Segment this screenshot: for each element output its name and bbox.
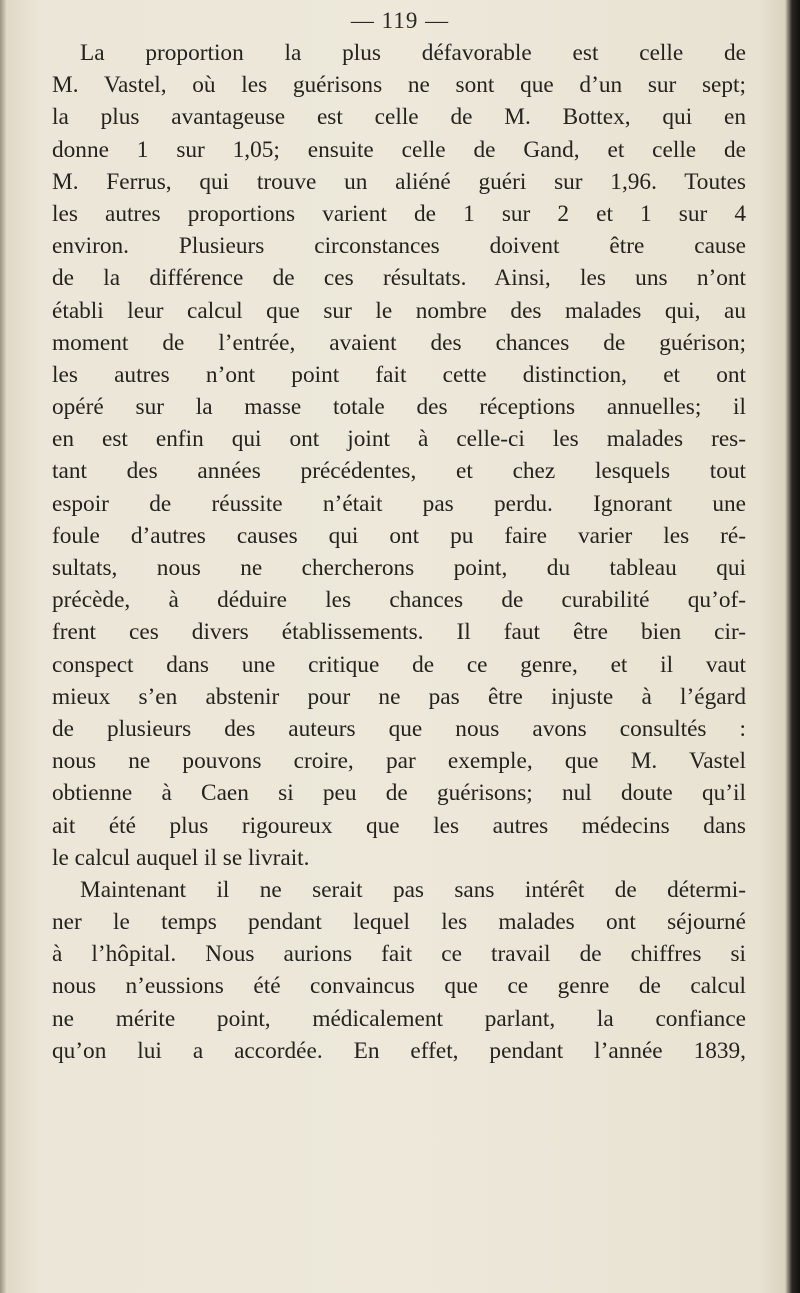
page-number-header: — 119 — — [350, 8, 450, 33]
text-line: établi leur calcul que sur le nombre des malades qui, au — [52, 297, 746, 324]
text-line: qu’on lui a accordée. En effet, pendant l’année 1839, — [52, 1037, 746, 1064]
text-line: à l’hôpital. Nous aurions fait ce travail de chiffres si — [52, 941, 746, 968]
text-line: frent ces divers établissements. Il faut être bien cir- — [52, 619, 746, 646]
text-line: le calcul auquel il se livrait. — [52, 844, 310, 871]
text-line: espoir de réussite n’était pas perdu. Ignorant une — [52, 490, 746, 517]
text-line: ner le temps pendant lequel les malades ont séjourné — [52, 909, 746, 936]
text-line: M. Vastel, où les guérisons ne sont que d’un sur sept; — [52, 72, 746, 99]
text-line: foule d’autres causes qui ont pu faire varier les ré- — [52, 522, 746, 549]
text-line: M. Ferrus, qui trouve un aliéné guéri sur 1,96. Toutes — [52, 168, 746, 195]
text-line: environ. Plusieurs circonstances doivent être cause — [52, 233, 746, 260]
text-line: ne mérite point, médicalement parlant, la confiance — [52, 1005, 746, 1032]
text-line: les autres proportions varient de 1 sur 2 et 1 sur 4 — [52, 200, 746, 227]
text-line: donne 1 sur 1,05; ensuite celle de Gand, et celle de — [52, 136, 746, 163]
text-line: nous n’eussions été convaincus que ce genre de calcul — [52, 973, 746, 1000]
text-line: conspect dans une critique de ce genre, et il vaut — [52, 651, 746, 678]
paragraph-2 — [52, 874, 746, 1067]
text-line: tant des années précédentes, et chez lesquels tout — [52, 458, 746, 485]
paragraph-1 — [52, 37, 746, 874]
text-line: en est enfin qui ont joint à celle-ci les malades res- — [52, 426, 746, 453]
text-line: précède, à déduire les chances de curabilité qu’of- — [52, 587, 746, 614]
text-line: mieux s’en abstenir pour ne pas être injuste à l’égard — [52, 683, 746, 710]
text-line: La proportion la plus défavorable est celle de — [80, 40, 746, 66]
text-line: de plusieurs des auteurs que nous avons consultés : — [52, 715, 746, 742]
text-line: la plus avantageuse est celle de M. Bottex, qui en — [52, 104, 746, 131]
text-line: obtienne à Caen si peu de guérisons; nul doute qu’il — [52, 780, 746, 807]
text-line: sultats, nous ne chercherons point, du tableau qui — [52, 555, 746, 581]
text-line: Maintenant il ne serait pas sans intérêt de détermi- — [80, 876, 746, 903]
body-text — [52, 37, 746, 1067]
text-line: ait été plus rigoureux que les autres médecins dans — [52, 812, 746, 839]
text-line: de la différence de ces résultats. Ainsi, les uns n’ont — [52, 265, 746, 292]
text-line: nous ne pouvons croire, par exemple, que M. Vastel — [52, 748, 746, 775]
text-line: opéré sur la masse totale des réceptions annuelles; il — [52, 394, 746, 421]
page-edge — [0, 0, 6, 1293]
text-line: les autres n’ont point fait cette distinction, et ont — [52, 361, 746, 388]
text-line: moment de l’entrée, avaient des chances de guérison; — [52, 329, 746, 356]
